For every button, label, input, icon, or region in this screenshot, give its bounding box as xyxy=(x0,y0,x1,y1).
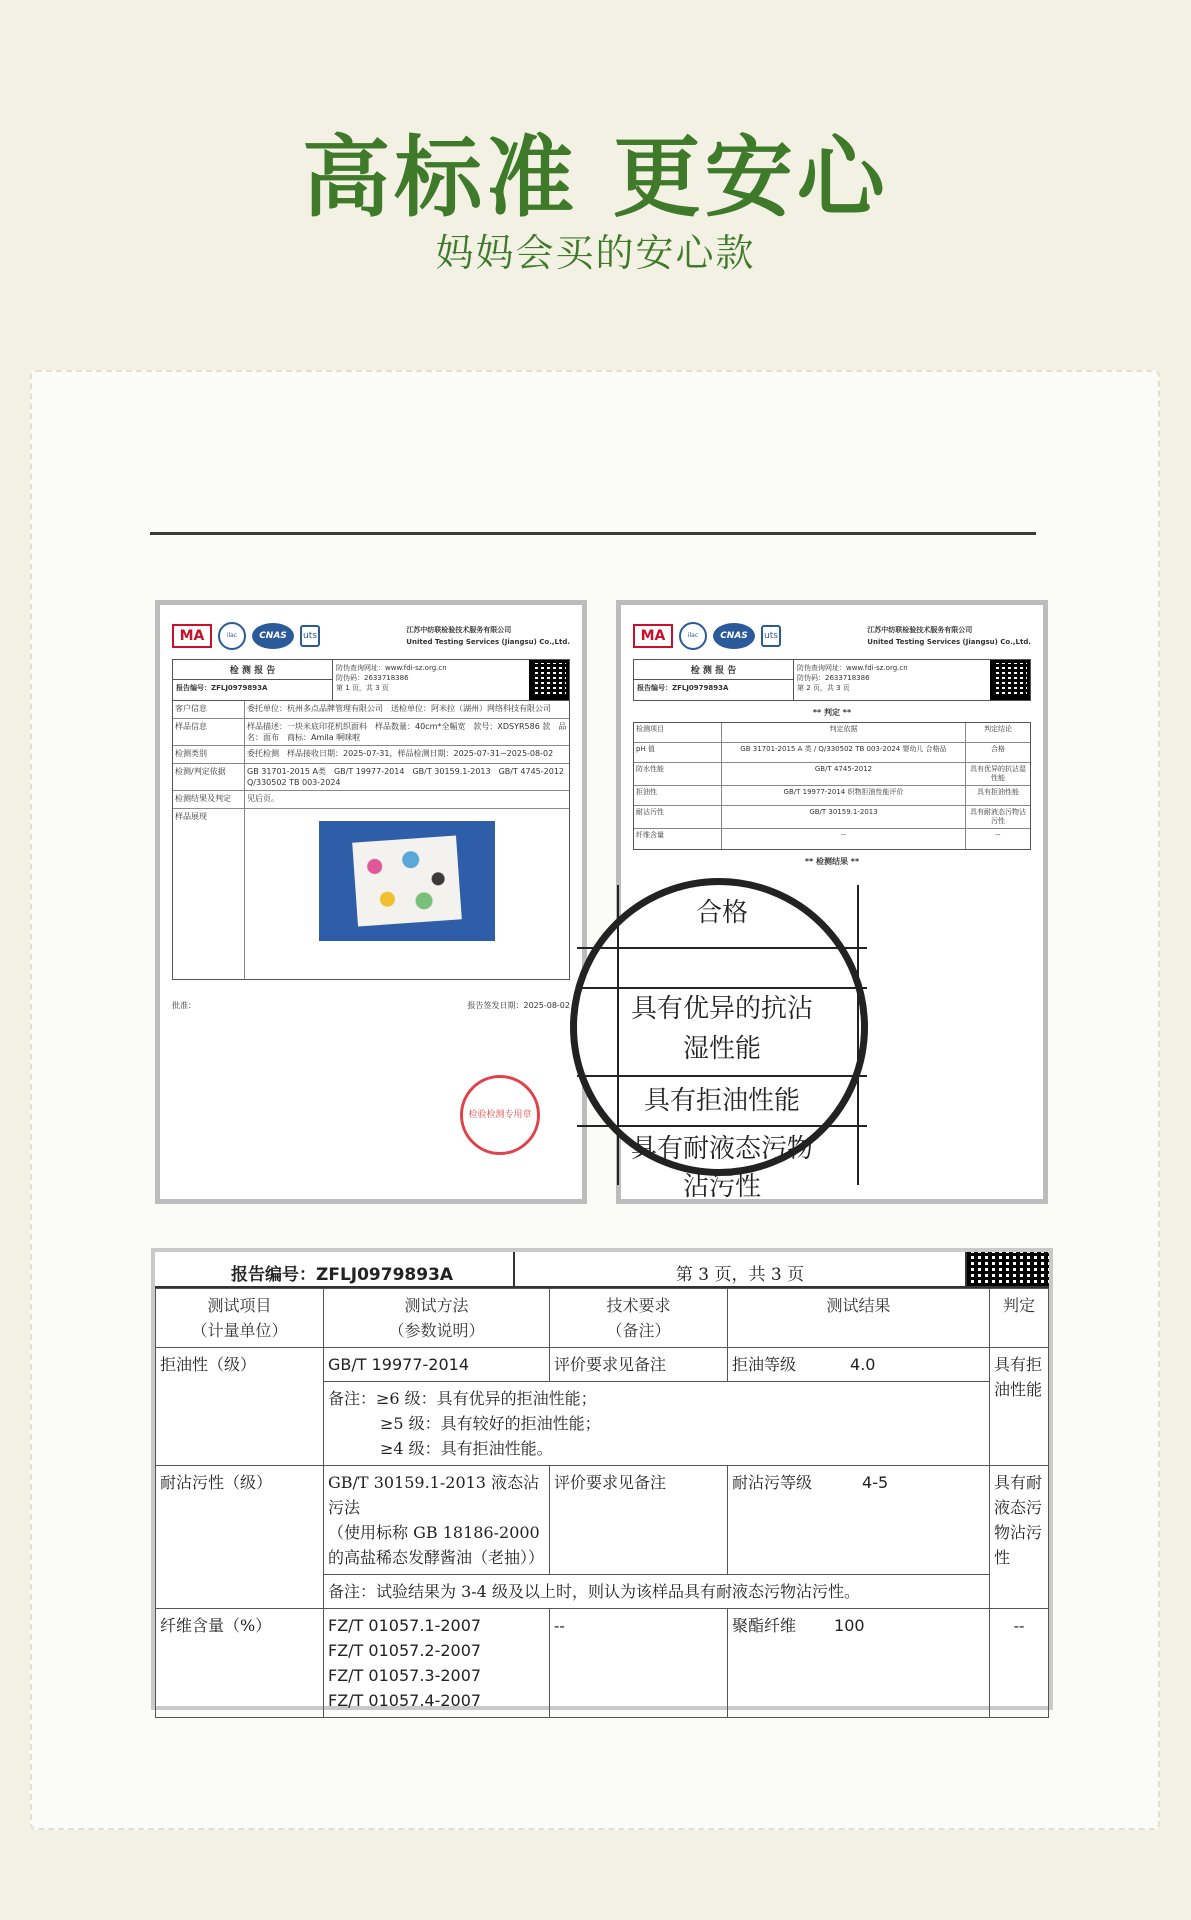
sample-fabric-photo xyxy=(319,821,495,941)
org-name: 江苏中纺联检验技术服务有限公司 United Testing Services (Jiangsu) Co.,Ltd. xyxy=(867,626,1031,646)
table-row: 拒油性（级） GB/T 19977-2014 评价要求见备注 拒油等级 4.0 具有拒油性能 xyxy=(156,1348,1049,1382)
official-stamp-icon: 检验检测专用章 xyxy=(460,1075,540,1155)
verify-code: 防伪码：2633718386 xyxy=(797,674,870,682)
hero-title: 高标准 更安心 xyxy=(302,126,889,229)
doc-title: 检 测 报 告 xyxy=(634,660,793,680)
verify-url: 防伪查询网址：www.fdi-sz.org.cn xyxy=(797,664,908,672)
judge-title: ** 判定 ** xyxy=(812,708,852,717)
table-row: 纤维含量（%） FZ/T 01057.1-2007 FZ/T 01057.2-2007 FZ/T 01057.3-2007 FZ/T 01057.4-2007 -- 聚酯纤维 100 -- xyxy=(156,1609,1049,1718)
table-row: 纤维含量 -- -- xyxy=(634,829,1030,849)
table-row: 备注：≥6 级：具有优异的拒油性能； ≥5 级：具有较好的拒油性能； ≥4 级：具有拒油性能。 xyxy=(156,1382,1049,1466)
table-row: 耐沾污性（级） GB/T 30159.1-2013 液态沾污法 （使用标称 GB 18186-2000 的高盐稀态发酵酱油（老抽）） 评价要求见备注 耐沾污等级 4-5 具有耐液态污物沾污性 xyxy=(156,1466,1049,1575)
uts-logo-icon: uts xyxy=(300,625,320,647)
judge-table xyxy=(633,722,1031,850)
page-number: 第 2 页，共 3 页 xyxy=(797,684,850,692)
page-number: 第 1 页，共 3 页 xyxy=(336,684,389,692)
table-row: 检测结果及判定 见后页。 xyxy=(173,791,569,809)
approver-label: 批准： xyxy=(172,1001,196,1010)
ilac-logo-icon: ilac xyxy=(218,622,246,650)
cma-logo-icon: MA xyxy=(633,624,673,648)
cnas-logo-icon: CNAS xyxy=(252,623,294,649)
divider-rule xyxy=(150,532,1036,535)
page-number: 第 3 页，共 3 页 xyxy=(675,1265,805,1285)
table-row: 样品信息 样品描述：一块米底印花机织面料 样品数量：40cm*全幅宽 款号：XDSYR586 款 品名：面布 商标：Amila 啊咪啦 xyxy=(173,719,569,746)
issue-date: 报告签发日期：2025-08-02 xyxy=(467,1001,570,1010)
report-number: 报告编号：ZFLJ0979893A xyxy=(155,1252,515,1286)
lens-cell-water-2: 湿性能 xyxy=(682,1034,761,1064)
zoomed-result-table xyxy=(151,1248,1053,1710)
report-logos xyxy=(172,619,570,653)
table-row: 耐沾污性 GB/T 30159.1-2013 具有耐液态污物沾污性 xyxy=(634,806,1030,829)
report-info-table xyxy=(172,701,573,980)
qr-code-icon xyxy=(990,660,1030,700)
table-row: 检测类别 委托检测 样品接收日期：2025-07-31，样品检测日期：2025-07-31~2025-08-02 xyxy=(173,746,569,764)
uts-logo-icon: uts xyxy=(761,625,781,647)
table-row: pH 值 GB 31701-2015 A 类 / Q/330502 TB 003-2024 婴幼儿 合格品 合格 xyxy=(634,743,1030,763)
table-row: 客户信息 委托单位：杭州多点品牌管理有限公司 送检单位：阿米拉（湖州）网络科技有限公司 xyxy=(173,701,569,719)
lens-cell-oil: 具有拒油性能 xyxy=(643,1086,800,1116)
table-row: 备注：试验结果为 3-4 级及以上时，则认为该样品具有耐液态污物沾污性。 xyxy=(156,1575,1049,1609)
report-header xyxy=(172,659,570,701)
verify-url: 防伪查询网址：www.fdi-sz.org.cn xyxy=(336,664,447,672)
result-title: ** 检测结果 ** xyxy=(804,857,860,866)
table-row: 防水性能 GB/T 4745-2012 具有优异的抗沾湿性能 xyxy=(634,763,1030,786)
qr-code-icon xyxy=(965,1252,1049,1286)
signature-line xyxy=(172,1000,570,1011)
doc-title: 检 测 报 告 xyxy=(173,660,332,680)
magnifier-lens xyxy=(570,878,868,1202)
table-header-bar xyxy=(155,1252,1049,1288)
lens-cell-stain: 具有耐液态污物 xyxy=(630,1134,813,1164)
report-header xyxy=(633,659,1031,701)
cma-logo-icon: MA xyxy=(172,624,212,648)
table-row: 拒油性 GB/T 19977-2014 织物拒油性能评价 具有拒油性能 xyxy=(634,786,1030,806)
ilac-logo-icon: ilac xyxy=(679,622,707,650)
table-row: 检测项目 判定依据 判定结论 xyxy=(634,723,1030,743)
lens-cell-pass: 合格 xyxy=(695,898,748,928)
org-name: 江苏中纺联检验技术服务有限公司 United Testing Services (Jiangsu) Co.,Ltd. xyxy=(406,626,570,646)
report-number: 报告编号：ZFLJ0979893A xyxy=(637,684,729,692)
table-row: 样品展现 xyxy=(173,809,569,979)
table-row: 检测/判定依据 GB 31701-2015 A类 GB/T 19977-2014 GB/T 30159.1-2013 GB/T 4745-2012 Q/330502 TB 003-2024 xyxy=(173,764,569,791)
hero-subtitle: 妈妈会买的安心款 xyxy=(435,231,756,275)
table-row: 测试项目 （计量单位） 测试方法 （参数说明） 技术要求 （备注） 测试结果 判定 xyxy=(156,1289,1049,1348)
lens-cell-water: 具有优异的抗沾 xyxy=(630,994,813,1024)
result-grid xyxy=(155,1288,1049,1718)
verify-code: 防伪码：2633718386 xyxy=(336,674,409,682)
cnas-logo-icon: CNAS xyxy=(713,623,755,649)
report-logos xyxy=(633,619,1031,653)
report-page-1 xyxy=(155,600,587,1204)
report-number: 报告编号：ZFLJ0979893A xyxy=(176,684,268,692)
lens-cell-stain-2: 沾污性 xyxy=(682,1172,761,1202)
qr-code-icon xyxy=(529,660,569,700)
